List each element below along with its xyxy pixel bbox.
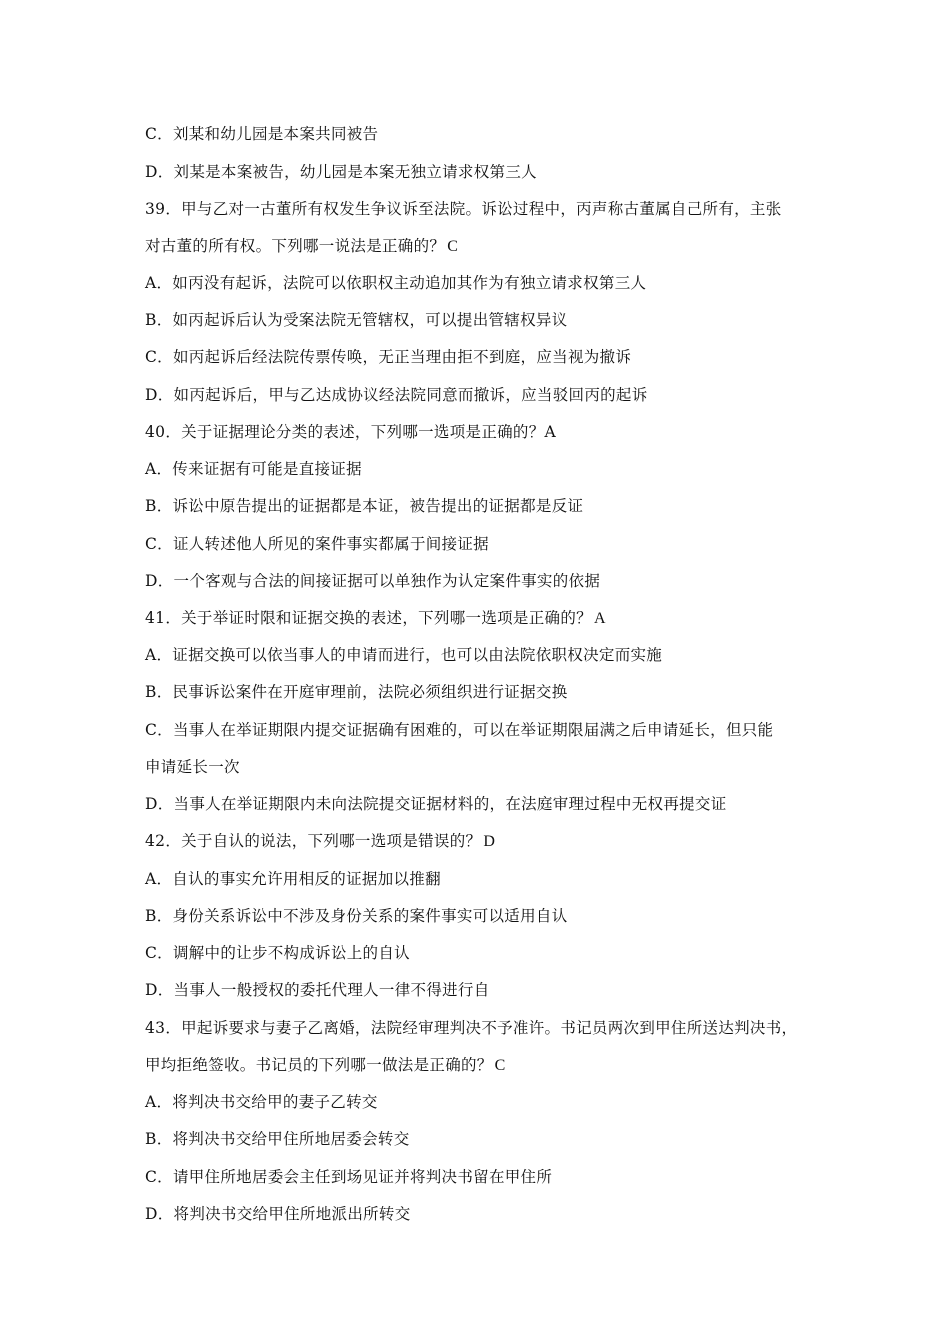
line-text: C．如丙起诉后经法院传票传唤，无正当理由拒不到庭，应当视为撤诉 [145, 348, 632, 366]
line-text: D．当事人一般授权的委托代理人一律不得进行自 [145, 981, 490, 999]
answer-key: D [483, 833, 496, 850]
option-line [145, 1129, 410, 1149]
line-text: B．诉讼中原告提出的证据都是本证，被告提出的证据都是反证 [145, 497, 584, 515]
line-text: D．当事人在举证期限内未向法院提交证据材料的，在法庭审理过程中无权再提交证 [145, 795, 727, 813]
option-line [145, 943, 410, 963]
option-line [145, 794, 727, 814]
answer-key: C [494, 1057, 506, 1074]
option-line [145, 1167, 552, 1187]
line-text: 39．甲与乙对一古董所有权发生争议诉至法院。诉讼过程中，丙声称古董属自己所有，主张 [145, 200, 782, 218]
option-line [145, 980, 490, 1000]
line-text: A．如丙没有起诉，法院可以依职权主动追加其作为有独立请求权第三人 [145, 274, 647, 292]
line-text: 甲均拒绝签收。书记员的下列哪一做法是正确的？ [145, 1056, 493, 1074]
question-line [145, 608, 606, 629]
option-line [145, 347, 631, 367]
line-text: B．将判决书交给甲住所地居委会转交 [145, 1130, 410, 1148]
option-line [145, 682, 568, 702]
option-line [145, 162, 537, 182]
line-text: 申请延长一次 [145, 758, 240, 776]
option-line [145, 496, 583, 516]
line-text: A．自认的事实允许用相反的证据加以推翻 [145, 870, 441, 888]
question-line [145, 831, 495, 852]
question-line [145, 1018, 797, 1038]
option-line [145, 869, 441, 889]
option-line [145, 124, 378, 144]
question-line [145, 199, 782, 219]
line-text: 40．关于证据理论分类的表述，下列哪一选项是正确的？A [145, 423, 557, 441]
line-text: B．身份关系诉讼中不涉及身份关系的案件事实可以适用自认 [145, 907, 568, 925]
option-line [145, 906, 568, 926]
question-line [145, 236, 458, 257]
line-text: 43．甲起诉要求与妻子乙离婚，法院经审理判决不予准许。书记员两次到甲住所送达判决书， [145, 1019, 798, 1037]
question-line [145, 422, 556, 442]
option-line [145, 310, 568, 330]
line-text: A．传来证据有可能是直接证据 [145, 460, 362, 478]
option-line [145, 1204, 411, 1224]
answer-key: C [447, 238, 459, 255]
line-text: D．如丙起诉后，甲与乙达成协议经法院同意而撤诉，应当驳回丙的起诉 [145, 386, 648, 404]
option-line [145, 534, 489, 554]
option-line [145, 757, 240, 777]
line-text: C．请甲住所地居委会主任到场见证并将判决书留在甲住所 [145, 1168, 553, 1186]
line-text: A．将判决书交给甲的妻子乙转交 [145, 1093, 378, 1111]
line-text: C．刘某和幼儿园是本案共同被告 [145, 125, 379, 143]
option-line [145, 645, 662, 665]
option-line [145, 385, 648, 405]
line-text: B．如丙起诉后认为受案法院无管辖权，可以提出管辖权异议 [145, 311, 568, 329]
line-text: D．将判决书交给甲住所地派出所转交 [145, 1205, 411, 1223]
line-text: 42．关于自认的说法，下列哪一选项是错误的？ [145, 832, 482, 850]
question-line [145, 1055, 506, 1076]
option-line [145, 1092, 378, 1112]
answer-key: A [593, 610, 606, 627]
option-line [145, 720, 773, 740]
line-text: A．证据交换可以依当事人的申请而进行，也可以由法院依职权决定而实施 [145, 646, 663, 664]
line-text: D．刘某是本案被告，幼儿园是本案无独立请求权第三人 [145, 163, 537, 181]
line-text: C．调解中的让步不构成诉讼上的自认 [145, 944, 410, 962]
line-text: 41．关于举证时限和证据交换的表述，下列哪一选项是正确的？ [145, 609, 592, 627]
option-line [145, 273, 646, 293]
option-line [145, 571, 600, 591]
option-line [145, 459, 362, 479]
line-text: C．证人转述他人所见的案件事实都属于间接证据 [145, 535, 489, 553]
line-text: 对古董的所有权。下列哪一说法是正确的？ [145, 237, 446, 255]
line-text: C．当事人在举证期限内提交证据确有困难的，可以在举证期限届满之后申请延长，但只能 [145, 721, 774, 739]
line-text: B．民事诉讼案件在开庭审理前，法院必须组织进行证据交换 [145, 683, 568, 701]
line-text: D．一个客观与合法的间接证据可以单独作为认定案件事实的依据 [145, 572, 601, 590]
